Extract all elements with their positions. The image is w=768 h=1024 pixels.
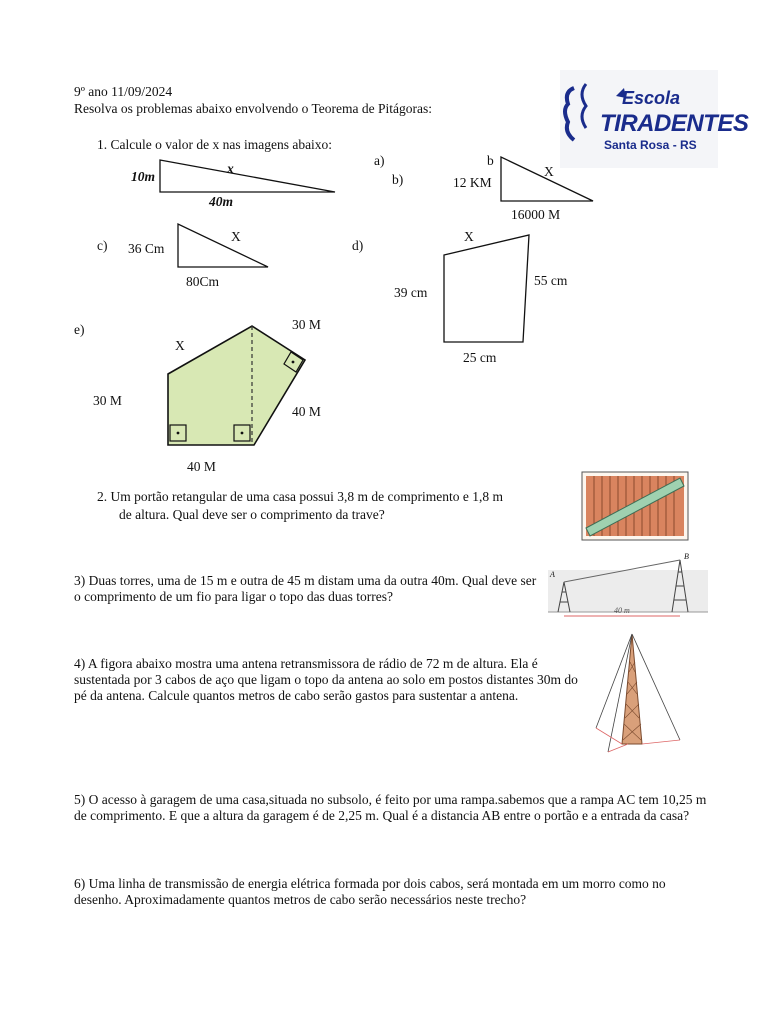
q3-text: 3) Duas torres, uma de 15 m e outra de 45 m distam uma da outra 40m. Qual deve ser o comprimento de um fio para ligar o topo das duas torres? xyxy=(74,573,537,604)
fig-e-top-label: 30 M xyxy=(292,317,321,332)
fig-a-bottom-label: 40m xyxy=(209,194,234,209)
q2-text: 2. Um portão retangular de uma casa possui 3,8 m de comprimento e 1,8 m xyxy=(97,489,504,504)
fig-b-triangle xyxy=(498,155,598,205)
fig-a-hyp-label: x xyxy=(227,161,234,176)
fig-b-left-label: 12 KM xyxy=(453,175,492,190)
towers-label-dist: 40 m xyxy=(614,606,630,615)
fig-d-top-label: X xyxy=(464,229,474,244)
date-line: 9º ano 11/09/2024 xyxy=(74,84,173,99)
fig-e-right-label: 40 M xyxy=(292,404,321,419)
fig-d-trapezoid xyxy=(441,230,541,355)
fig-e-left-label: 30 M xyxy=(93,393,122,408)
fig-b-hyp-label: X xyxy=(544,164,554,179)
towers-label-a: A xyxy=(550,570,555,579)
label-a: a) xyxy=(374,153,385,168)
fig-a-left-label: 10m xyxy=(131,169,156,184)
label-b: b) xyxy=(392,172,404,187)
fig-a-triangle xyxy=(155,158,355,198)
logo-line2: TIRADENTES xyxy=(600,110,749,137)
logo-line1: Escola xyxy=(622,88,681,108)
antenna-illustration xyxy=(590,632,690,760)
q1-text: 1. Calcule o valor de x nas imagens abaixo: xyxy=(97,137,333,152)
fig-b-bottom-label: 16000 M xyxy=(511,207,561,222)
q4-text: 4) A figora abaixo mostra uma antena retransmissora de rádio de 72 m de altura. Ela é sustentada por 3 cabos de aço que ligam o topo da antena ao solo em postos distantes 30m do pé da antena. Calcule quantos metros de cabo serão gastos para sustentar a antena. xyxy=(74,656,578,703)
logo-line3: Santa Rosa - RS xyxy=(604,138,697,152)
fig-c-bottom-label: 80Cm xyxy=(186,274,220,289)
label-d: d) xyxy=(352,238,364,253)
gate-illustration xyxy=(580,470,692,542)
fig-b-top-label: b xyxy=(487,153,494,168)
fig-e-bottom-label: 40 M xyxy=(187,459,216,474)
fig-d-right-label: 55 cm xyxy=(534,273,568,288)
q6-text: 6) Uma linha de transmissão de energia elétrica formada por dois cabos, será montada em um morro como no desenho. Aproximadamente quantos metros de cabo serão necessários neste trecho? xyxy=(74,876,666,907)
q2-text2: de altura. Qual deve ser o comprimento da trave? xyxy=(119,507,385,522)
q5-text: 5) O acesso à garagem de uma casa,situada no subsolo, é feito por uma rampa.sabemos que a rampa AC tem 10,25 m de comprimento. E que a altura da garagem é de 2,25 m. Qual é a distancia AB entre o portão e a entrada da casa? xyxy=(74,792,707,823)
towers-label-b: B xyxy=(684,552,689,561)
fig-d-left-label: 39 cm xyxy=(394,285,428,300)
fig-c-hyp-label: X xyxy=(231,229,241,244)
label-e: e) xyxy=(74,322,85,337)
fig-e-x-label: X xyxy=(175,338,185,353)
fig-c-left-label: 36 Cm xyxy=(128,241,165,256)
fig-c-triangle xyxy=(175,222,275,272)
school-logo xyxy=(560,70,749,168)
fig-d-bottom-label: 25 cm xyxy=(463,350,497,365)
label-c: c) xyxy=(97,238,108,253)
instruction: Resolva os problemas abaixo envolvendo o Teorema de Pitágoras: xyxy=(74,101,432,116)
